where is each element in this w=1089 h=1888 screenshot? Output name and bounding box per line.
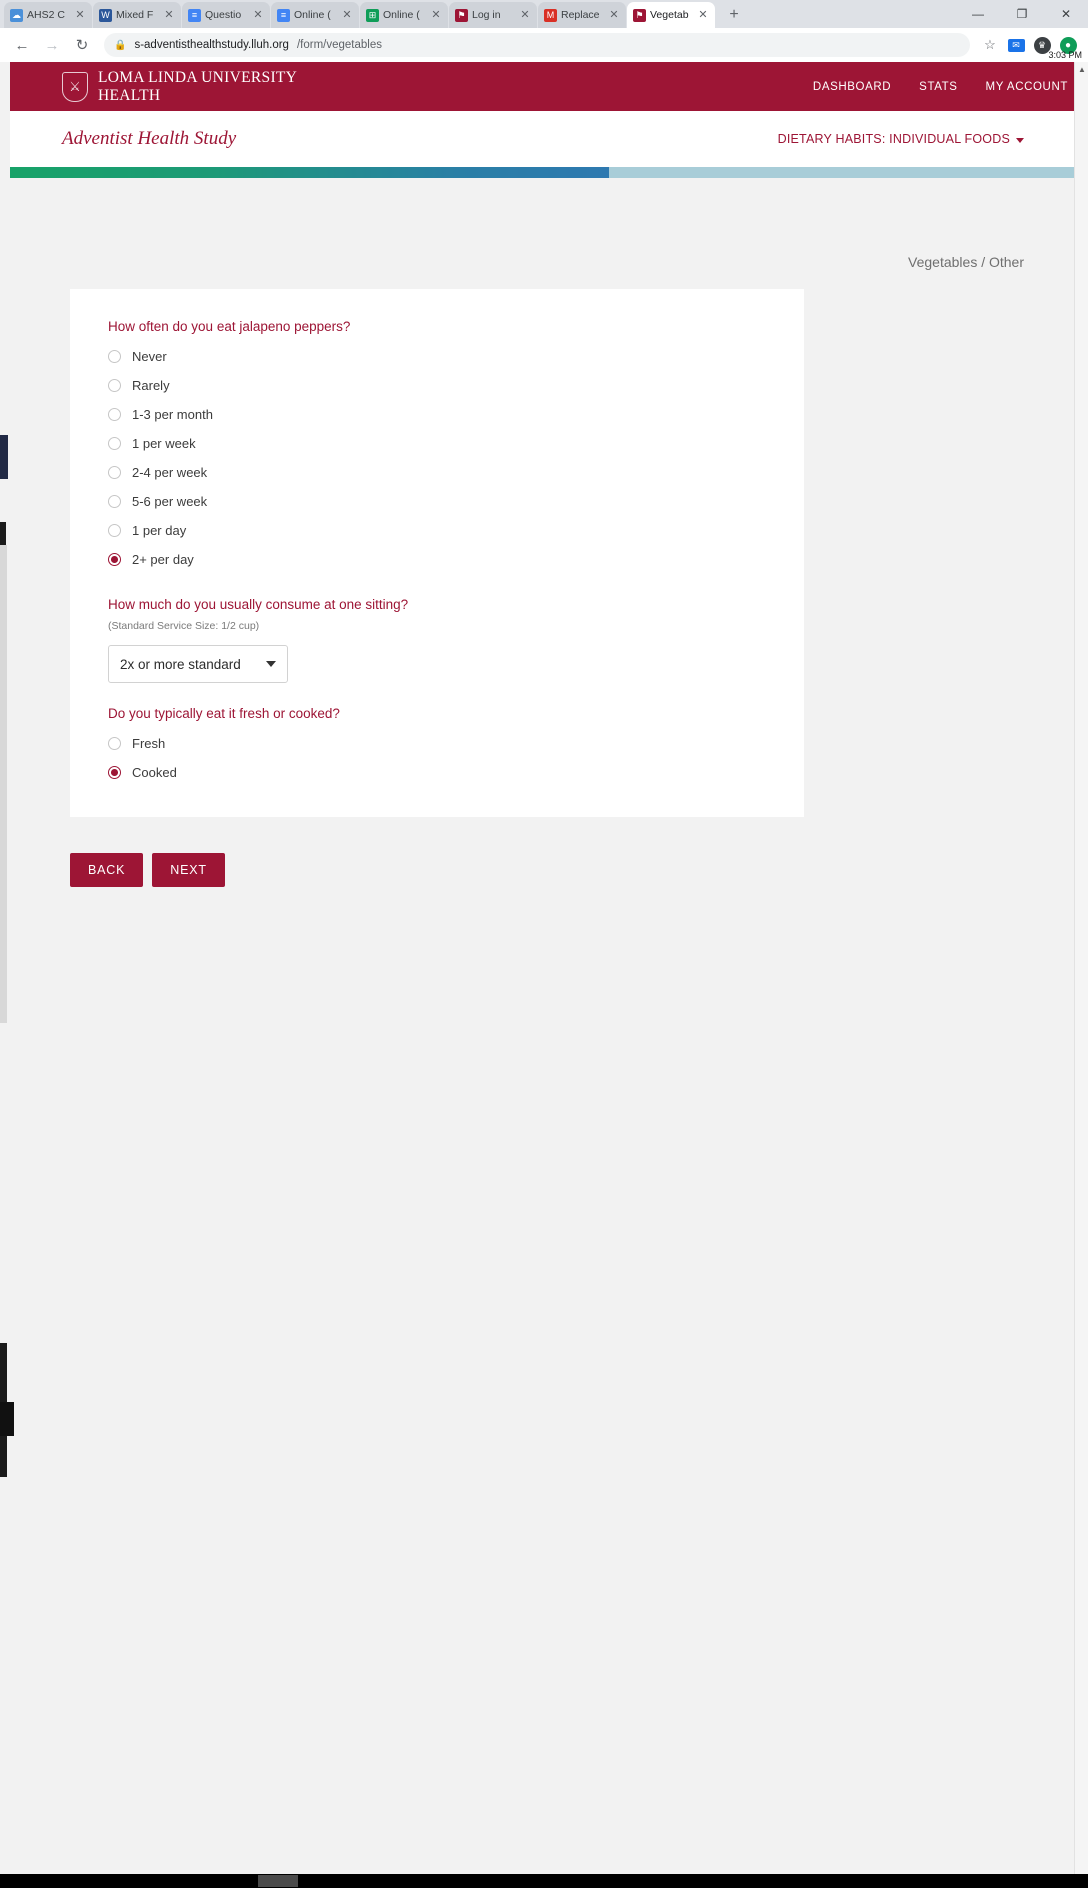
tab-title: Questio [205, 9, 242, 21]
back-icon[interactable]: ← [14, 36, 30, 54]
browser-window [0, 0, 1088, 62]
browser-toolbar [0, 28, 1088, 62]
close-icon[interactable]: ✕ [609, 8, 619, 21]
radio-option-rarely[interactable] [108, 371, 766, 400]
section-selector-label: DIETARY HABITS: INDIVIDUAL FOODS [777, 132, 1010, 146]
scroll-up-icon[interactable]: ▲ [1078, 64, 1086, 74]
site-header [0, 62, 1088, 111]
back-button[interactable]: BACK [70, 853, 143, 887]
word-icon: W [99, 9, 112, 22]
radio-option-1-per-day[interactable] [108, 516, 766, 545]
radio-option-2-4-per-week[interactable] [108, 458, 766, 487]
page-viewport [0, 50, 1088, 1888]
browser-tab[interactable] [182, 2, 270, 28]
nav-item-dashboard[interactable]: DASHBOARD [812, 80, 892, 93]
address-bar[interactable] [104, 33, 970, 57]
browser-tab[interactable] [4, 2, 92, 28]
sheets-icon: ⊞ [366, 9, 379, 22]
tab-strip [0, 0, 1088, 28]
close-icon[interactable]: ✕ [431, 8, 441, 21]
amount-select-value: 2x or more standard [120, 656, 241, 672]
radio-label: 5-6 per week [132, 494, 208, 509]
tab-title: Log in [472, 9, 501, 21]
forms-icon: ≡ [277, 9, 290, 22]
close-icon[interactable]: ✕ [164, 8, 174, 21]
forward-icon[interactable]: → [44, 36, 60, 54]
profile-avatar[interactable]: ● [1056, 33, 1080, 57]
new-tab-button[interactable]: + [729, 6, 739, 23]
amount-select[interactable] [108, 645, 288, 683]
radio-label: Rarely [132, 378, 170, 393]
brand-line-1: LOMA LINDA UNIVERSITY [98, 68, 298, 86]
radio-label: 1 per week [132, 436, 196, 451]
radio-label: 1 per day [132, 523, 187, 538]
extension-icon-blue[interactable]: ✉ [1004, 33, 1028, 57]
background-window-artifact [0, 435, 8, 479]
tab-title: Online ( [383, 9, 420, 21]
radio-label: Never [132, 349, 167, 364]
question-card [70, 289, 804, 817]
radio-label: 2-4 per week [132, 465, 208, 480]
form-actions [70, 853, 1024, 887]
question-label-amount: How much do you usually consume at one sitting? [108, 597, 409, 612]
chevron-down-icon [1016, 138, 1024, 143]
radio-label: Cooked [132, 765, 177, 780]
minimize-button[interactable]: — [972, 7, 984, 21]
breadcrumb: Vegetables / Other [908, 254, 1024, 270]
question-label-fresh-or-cooked: Do you typically eat it fresh or cooked? [108, 706, 340, 721]
next-button[interactable]: NEXT [152, 853, 225, 887]
browser-tab[interactable] [271, 2, 359, 28]
llu-icon: ⚑ [633, 9, 646, 22]
close-window-button[interactable]: ✕ [1060, 7, 1072, 21]
tab-title: Mixed F [116, 9, 154, 21]
lock-icon: 🔒 [114, 39, 127, 51]
radio-option-1-per-week[interactable] [108, 429, 766, 458]
radio-icon[interactable] [108, 737, 121, 750]
radio-option-fresh[interactable] [108, 729, 766, 758]
tab-title: AHS2 C [27, 9, 65, 21]
forms-icon: ≡ [188, 9, 201, 22]
bookmark-star-icon[interactable]: ☆ [984, 37, 996, 52]
radio-icon[interactable] [108, 524, 121, 537]
url-host: s-adventisthealthstudy.lluh.org [134, 39, 289, 51]
university-crest-icon: ⚔ [62, 72, 88, 102]
radio-icon[interactable] [108, 350, 121, 363]
tab-title: Vegetab [650, 9, 689, 21]
close-icon[interactable]: ✕ [698, 8, 708, 21]
radio-icon[interactable] [108, 379, 121, 392]
chevron-down-icon [266, 661, 276, 667]
radio-option-never[interactable] [108, 342, 766, 371]
radio-label: 2+ per day [132, 552, 194, 567]
browser-tab[interactable] [449, 2, 537, 28]
page-scrollbar[interactable] [1074, 62, 1088, 1888]
radio-label: 1-3 per month [132, 407, 213, 422]
radio-icon[interactable] [108, 495, 121, 508]
radio-icon[interactable] [108, 437, 121, 450]
maximize-button[interactable]: ❐ [1016, 7, 1028, 21]
taskbar-item[interactable] [258, 1875, 298, 1887]
os-taskbar [0, 1874, 1088, 1888]
study-title: Adventist Health Study [62, 128, 237, 149]
progress-bar-fill [0, 167, 609, 178]
close-icon[interactable]: ✕ [342, 8, 352, 21]
brand-line-2: HEALTH [98, 86, 161, 104]
question-label-frequency: How often do you eat jalapeno peppers? [108, 319, 351, 334]
close-icon[interactable]: ✕ [75, 8, 85, 21]
browser-tab[interactable] [538, 2, 626, 28]
background-window-artifact [0, 522, 6, 547]
radio-icon[interactable] [108, 408, 121, 421]
background-scrollbar-artifact [0, 545, 7, 1023]
radio-option-5-6-per-week[interactable] [108, 487, 766, 516]
section-selector[interactable] [778, 132, 1024, 146]
nav-item-my-account[interactable]: MY ACCOUNT [985, 80, 1068, 93]
system-clock: 3:03 PM [1048, 50, 1082, 60]
progress-bar [0, 167, 1088, 178]
window-controls [956, 0, 1088, 28]
radio-icon-selected[interactable] [108, 766, 121, 779]
radio-option-1-3-per-month[interactable] [108, 400, 766, 429]
browser-tab[interactable] [360, 2, 448, 28]
cloud-icon: ☁ [12, 9, 21, 20]
radio-option-cooked[interactable] [108, 758, 766, 787]
close-icon[interactable]: ✕ [520, 8, 530, 21]
url-path: /form/vegetables [296, 39, 382, 51]
site-nav [813, 81, 1068, 93]
reload-icon[interactable]: ↻ [75, 37, 89, 54]
extension-icon-dark[interactable]: ♛ [1030, 33, 1054, 57]
tab-title: Replace [561, 9, 600, 21]
radio-option-2-plus-per-day[interactable] [108, 545, 766, 574]
study-subheader [0, 111, 1088, 167]
close-icon[interactable]: ✕ [253, 8, 263, 21]
question-sublabel-serving-size: (Standard Service Size: 1/2 cup) [108, 620, 260, 632]
radio-label: Fresh [132, 736, 166, 751]
radio-icon-selected[interactable] [108, 553, 121, 566]
browser-tab-active[interactable] [627, 2, 715, 28]
browser-tab[interactable] [93, 2, 181, 28]
site-logo[interactable] [62, 69, 297, 105]
gmail-icon: M [544, 9, 557, 22]
tab-title: Online ( [294, 9, 331, 21]
nav-item-stats[interactable]: STATS [919, 80, 958, 93]
background-window-artifact [0, 1402, 14, 1436]
llu-icon: ⚑ [455, 9, 468, 22]
form-content [0, 178, 1088, 887]
radio-icon[interactable] [108, 466, 121, 479]
